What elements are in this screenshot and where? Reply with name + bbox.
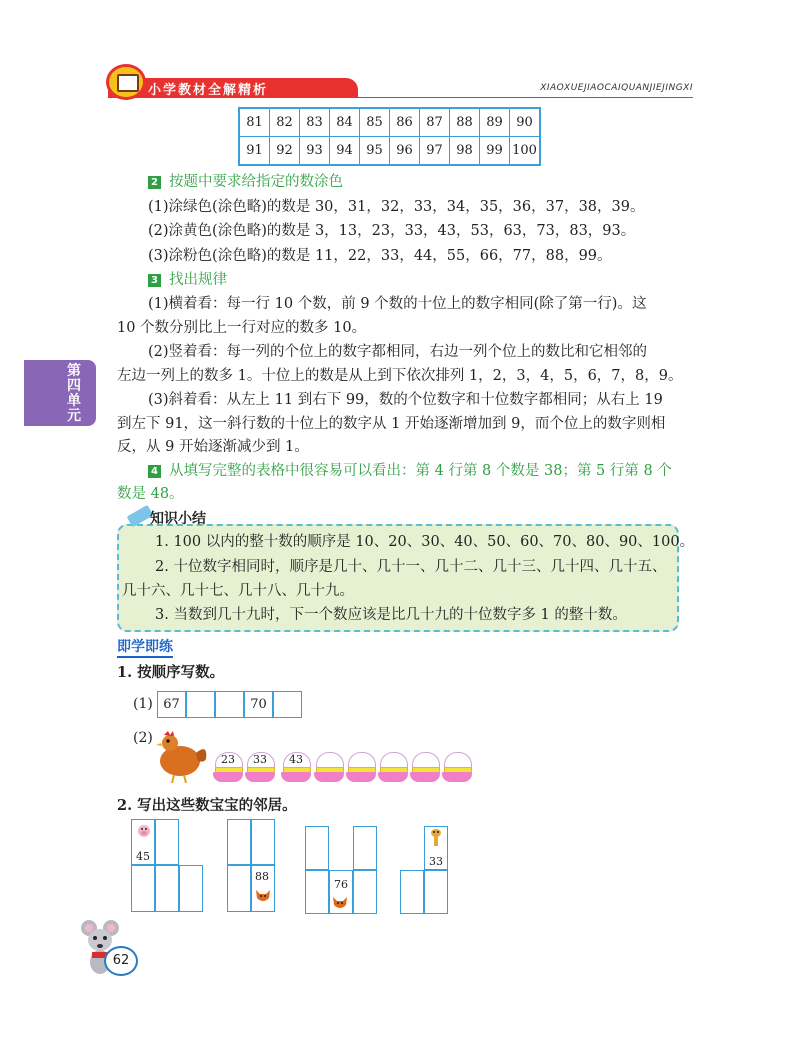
neighbor-cell-blank[interactable] (131, 865, 155, 912)
chick-icon (442, 752, 472, 782)
section2-line3: (3)涂粉色(涂色略)的数是 11，22，33，44，55，66，77，88，99。 (148, 248, 612, 264)
section3-p1b: 10 个数分别比上一行对应的数多 10。 (117, 320, 367, 336)
section4-line1 (148, 461, 672, 481)
summary-point2b: 几十六、几十七、几十八、几十九。 (122, 583, 354, 599)
grid-cell: 96 (390, 137, 420, 166)
section3-p3b: 到左下 91，这一斜行数的十位上的数字从 1 开始逐渐增加到 9，而个位上的数字则相 (117, 416, 666, 432)
neighbor-number: 88 (255, 870, 269, 883)
sequence-box: 70 (244, 691, 273, 718)
grid-cell: 100 (510, 137, 541, 166)
section3-p2a: (2)竖着看：每一列的个位上的数字都相同，右边一列个位上的数比和它相邻的 (148, 344, 648, 360)
grid-cell: 99 (480, 137, 510, 166)
unit-side-tab-label: 第四单元 (67, 363, 81, 424)
section3-heading (148, 270, 227, 290)
sequence-box-blank[interactable] (186, 691, 215, 718)
summary-point3: 3. 当数到几十九时，下一个数应该是比几十九的十位数字多 1 的整十数。 (155, 607, 627, 623)
section3-p3a: (3)斜着看：从左上 11 到右下 99，数的个位数字和十位数字都相同；从右上 19 (148, 392, 663, 408)
page-number: 62 (104, 946, 138, 976)
sequence-box-blank[interactable] (215, 691, 244, 718)
neighbor-cell-blank[interactable] (353, 870, 377, 914)
grid-cell: 91 (239, 137, 270, 166)
neighbor-cell-blank[interactable] (179, 865, 203, 912)
neighbor-cell-blank[interactable] (353, 826, 377, 870)
hen-icon (156, 731, 210, 783)
grid-cell: 92 (270, 137, 300, 166)
grid-cell: 90 (510, 108, 541, 137)
neighbor-number: 76 (334, 878, 348, 891)
grid-cell: 86 (390, 108, 420, 137)
grid-row (239, 108, 540, 137)
neighbor-number: 33 (429, 855, 443, 868)
grid-row (239, 137, 540, 166)
section2-badge: 2 (148, 176, 161, 189)
grid-cell: 95 (360, 137, 390, 166)
number-grid (238, 107, 541, 166)
question2-title: 2. 写出这些数宝宝的邻居。 (117, 797, 297, 814)
fox-icon (254, 886, 272, 904)
neighbor-cell-blank[interactable] (424, 870, 448, 914)
chick-icon (378, 752, 408, 782)
neighbor-cell-blank[interactable] (227, 819, 251, 865)
grid-cell: 93 (300, 137, 330, 166)
neighbor-cell-blank[interactable] (155, 865, 179, 912)
section2-line2: (2)涂黄色(涂色略)的数是 3，13，23，33，43，53，63，73，83，93。 (148, 223, 636, 239)
unit-side-tab (24, 360, 96, 426)
section3-p2b: 左边一列上的数多 1。十位上的数是从上到下依次排列 1，2，3，4，5，6，7，8，9。 (117, 368, 683, 384)
chick-icon (213, 752, 243, 782)
q1-part2-label: (2) (133, 730, 153, 746)
pig-icon (136, 822, 152, 838)
grid-cell: 94 (330, 137, 360, 166)
neighbor-cell-blank[interactable] (305, 870, 329, 914)
section2-heading-text: 按题中要求给指定的数涂色 (169, 174, 343, 190)
question1-title: 1. 按顺序写数。 (117, 664, 225, 681)
neighbor-cell-blank[interactable] (227, 865, 251, 912)
grid-cell: 87 (420, 108, 450, 137)
practice-heading: 即学即练 (117, 636, 173, 658)
neighbor-cell-blank[interactable] (400, 870, 424, 914)
neighbor-cell-blank[interactable] (155, 819, 179, 865)
chick-icon (314, 752, 344, 782)
section3-badge: 3 (148, 274, 161, 287)
chick-icon (346, 752, 376, 782)
grid-cell: 97 (420, 137, 450, 166)
section3-p1a: (1)横着看：每一行 10 个数，前 9 个数的十位上的数字相同(除了第一行)。这 (148, 296, 647, 312)
neighbor-cell-blank[interactable] (305, 826, 329, 870)
section4-badge: 4 (148, 465, 161, 478)
neighbor-cell-blank[interactable] (251, 819, 275, 865)
q1-part1-label: (1) (133, 696, 153, 712)
giraffe-icon (428, 828, 444, 848)
neighbor-number: 45 (136, 850, 150, 863)
sequence-box: 67 (157, 691, 186, 718)
book-logo-inner (117, 74, 139, 92)
summary-point1: 1. 100 以内的整十数的顺序是 10、20、30、40、50、60、70、80、90、100。 (155, 534, 695, 550)
chick-icon (281, 752, 311, 782)
grid-cell: 81 (239, 108, 270, 137)
summary-label: 知识小结 (150, 511, 206, 527)
grid-cell: 83 (300, 108, 330, 137)
header-rule (358, 97, 693, 98)
header-title: 小学教材全解精析 (148, 83, 269, 98)
grid-cell: 84 (330, 108, 360, 137)
section2-heading (148, 172, 343, 192)
chick-number: 23 (221, 753, 235, 766)
sequence-box-blank[interactable] (273, 691, 302, 718)
grid-cell: 89 (480, 108, 510, 137)
chick-icon (245, 752, 275, 782)
section2-line1: (1)涂绿色(涂色略)的数是 30，31，32，33，34，35，36，37，38，39。 (148, 199, 645, 215)
chick-number: 43 (289, 753, 303, 766)
grid-cell: 98 (450, 137, 480, 166)
fox-icon (331, 893, 349, 911)
section4-line1-text: 从填写完整的表格中很容易可以看出：第 4 行第 8 个数是 38；第 5 行第 8 个 (169, 463, 672, 479)
section3-p3c: 反，从 9 开始逐渐减少到 1。 (117, 439, 309, 455)
chick-icon (410, 752, 440, 782)
grid-cell: 82 (270, 108, 300, 137)
section4-line2: 数是 48。 (117, 486, 184, 502)
summary-point2a: 2. 十位数字相同时，顺序是几十、几十一、几十二、几十三、几十四、几十五、 (155, 559, 667, 575)
header-pinyin: XIAOXUEJIAOCAIQUANJIEJINGXI (540, 83, 693, 93)
grid-cell: 88 (450, 108, 480, 137)
grid-cell: 85 (360, 108, 390, 137)
chick-number: 33 (253, 753, 267, 766)
section3-heading-text: 找出规律 (169, 272, 227, 288)
